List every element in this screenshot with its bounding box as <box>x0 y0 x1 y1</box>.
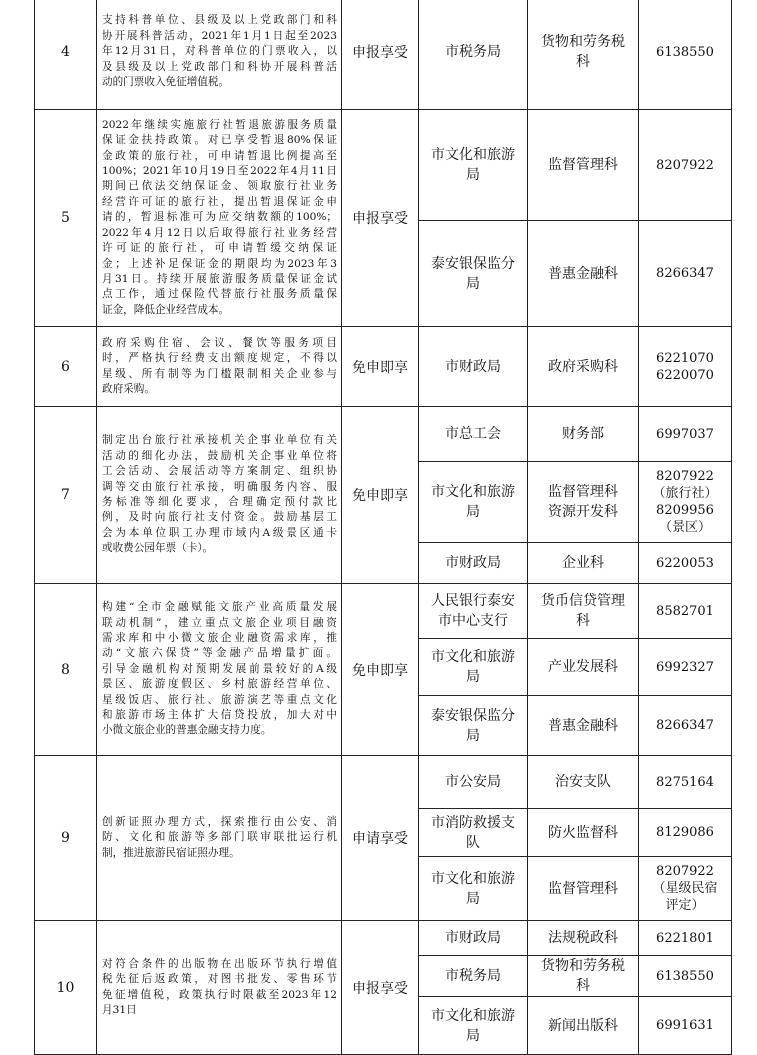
contact-phone <box>639 921 732 956</box>
phone-line: 8207922 <box>656 864 714 879</box>
desc-line: 制定出台旅行社承接机关企事业单位有关 <box>102 434 337 447</box>
dept-line: 市总工会 <box>445 426 501 442</box>
responsible-division <box>528 809 639 857</box>
responsible-division <box>528 997 639 1055</box>
desc-line: 税先征后返政策，对图书批发、零售环节 <box>102 973 337 986</box>
row-number: 9 <box>35 756 97 921</box>
desc-line: 点工作，通过保险代替旅行社服务质量保 <box>102 288 337 301</box>
phone-line: 评定） <box>665 898 705 913</box>
dept-line: 局 <box>466 1027 480 1044</box>
phone-line: 6991631 <box>656 1018 714 1033</box>
desc-line: 2022年4月12日以后取得旅行社业务经营 <box>102 226 337 239</box>
contact-phone <box>639 327 732 407</box>
responsible-department <box>419 110 528 221</box>
responsible-department <box>419 0 528 110</box>
desc-line: 协开展科普活动，2021年1月1日起至2023 <box>102 29 337 42</box>
row-number: 4 <box>35 0 97 110</box>
dept-line: 市财政局 <box>445 358 501 375</box>
responsible-department <box>419 584 528 639</box>
desc-line: 创新证照办理方式，探索推行由公安、消 <box>102 815 337 828</box>
desc-line: 务标准等细化要求，合理确定预付款比 <box>102 496 337 508</box>
policy-description <box>97 110 342 327</box>
division-line: 监督管理科 <box>548 880 618 897</box>
division-line: 政府采购科 <box>548 358 618 375</box>
contact-phone <box>639 221 732 327</box>
responsible-department <box>419 543 528 584</box>
responsible-division <box>528 639 639 696</box>
phone-line: 6220053 <box>656 555 714 571</box>
desc-line: 期间已依法交纳保证金、领取旅行社业务 <box>102 180 337 193</box>
responsible-division <box>528 407 639 462</box>
responsible-department <box>419 462 528 543</box>
dept-line: 局 <box>466 727 480 744</box>
desc-line: 动的门票收入免征增值税。 <box>102 76 230 89</box>
responsible-department <box>419 407 528 462</box>
desc-line: 经营许可证的旅行社，提出暂退保证金申 <box>102 195 337 208</box>
dept-line: 局 <box>466 890 480 907</box>
desc-line: 和旅游市场主体扩大信贷投放，加大对中 <box>102 709 337 722</box>
dept-line: 局 <box>466 504 480 520</box>
table-row <box>35 407 732 462</box>
phone-line: 6138550 <box>656 968 714 984</box>
policy-description <box>97 584 342 756</box>
responsible-department <box>419 696 528 756</box>
desc-line: 金政策的旅行社，可申请暂退比例提高至 <box>102 149 337 162</box>
desc-line: 小微文旅企业的普惠金融支持力度。 <box>102 724 272 737</box>
phone-line: 6220070 <box>656 367 714 383</box>
division-line: 企业科 <box>562 555 604 571</box>
desc-line: 动“文旅六保贷”等金融产品增量扩面。 <box>102 647 337 660</box>
table-row <box>35 110 732 221</box>
table-row <box>35 921 732 956</box>
desc-line: 活动的细化办法，鼓励机关企事业单位将 <box>102 449 337 462</box>
phone-line: （旅行社） <box>652 486 718 501</box>
responsible-division <box>528 756 639 809</box>
responsible-department <box>419 921 528 956</box>
division-line: 防火监督科 <box>548 824 618 841</box>
policy-description <box>97 756 342 921</box>
division-line: 法规税政科 <box>548 930 618 946</box>
division-line: 普惠金融科 <box>548 265 618 282</box>
phone-line: 8266347 <box>656 266 714 281</box>
contact-phone <box>639 110 732 221</box>
dept-line: 局 <box>466 669 480 685</box>
contact-phone <box>639 584 732 639</box>
table-row <box>35 327 732 407</box>
responsible-division <box>528 221 639 327</box>
division-line: 监督管理科 <box>548 484 618 500</box>
desc-line: 及县级及以上党政部门和科协开展科普活 <box>102 60 337 73</box>
responsible-department <box>419 857 528 921</box>
responsible-department <box>419 327 528 407</box>
desc-line: 或收费公园年票（卡）。 <box>102 542 214 555</box>
table-row <box>35 584 732 639</box>
dept-line: 泰安银保监分 <box>431 255 515 272</box>
desc-line: 对符合条件的出版物在出版环节执行增值 <box>102 957 337 970</box>
dept-line: 市财政局 <box>445 930 501 946</box>
contact-phone <box>639 956 732 997</box>
responsible-department <box>419 756 528 809</box>
contact-phone <box>639 997 732 1055</box>
dept-line: 市消防救援支 <box>431 814 515 831</box>
row-number: 10 <box>35 921 97 1055</box>
dept-line: 局 <box>466 275 480 292</box>
policy-description <box>97 407 342 584</box>
responsible-department <box>419 997 528 1055</box>
dept-line: 市中心支行 <box>438 613 508 629</box>
row-number: 7 <box>35 407 97 584</box>
desc-line: 请的，暂退标准可为应交纳数额的100%； <box>102 211 337 224</box>
desc-line: 景区、旅游度假区、乡村旅游经营单位、 <box>102 678 337 691</box>
desc-line: 星级、所有制等为门槛限制相关企业参与 <box>102 367 337 380</box>
responsible-department <box>419 221 528 327</box>
desc-line: 例，及时向旅行社支付资金。鼓励基层工 <box>102 511 337 524</box>
responsible-division <box>528 956 639 997</box>
row-number: 5 <box>35 110 97 327</box>
division-line: 科 <box>576 613 590 629</box>
responsible-department <box>419 956 528 997</box>
apply-mode: 申报享受 <box>342 0 419 110</box>
dept-line: 市公安局 <box>445 774 501 790</box>
dept-line: 市文化和旅游 <box>431 649 515 665</box>
desc-line: 政府采购。 <box>102 382 155 395</box>
dept-line: 市文化和旅游 <box>431 147 515 163</box>
desc-line: 支持科普单位、县级及以上党政部门和科 <box>102 14 337 27</box>
phone-line: 8207922 <box>656 469 714 484</box>
apply-mode: 免申即享 <box>342 407 419 584</box>
phone-line: 6997037 <box>656 426 714 442</box>
row-number: 6 <box>35 327 97 407</box>
division-line: 货物和劳务税 <box>541 958 625 974</box>
responsible-division <box>528 327 639 407</box>
desc-line: 免征增值税，政策执行时限截至2023年12 <box>102 988 337 1001</box>
responsible-division <box>528 696 639 756</box>
contact-phone <box>639 407 732 462</box>
responsible-division <box>528 857 639 921</box>
row-number: 8 <box>35 584 97 756</box>
contact-phone <box>639 462 732 543</box>
contact-phone <box>639 0 732 110</box>
phone-line: 8207922 <box>656 157 714 173</box>
phone-line: 8209956 <box>656 503 714 518</box>
desc-line: 时，严格执行经费支出额度规定，不得以 <box>102 352 337 365</box>
desc-line: 证金，降低企业经营成本。 <box>102 303 230 316</box>
contact-phone <box>639 639 732 696</box>
responsible-division <box>528 0 639 110</box>
contact-phone <box>639 543 732 584</box>
responsible-department <box>419 809 528 857</box>
contact-phone <box>639 696 732 756</box>
division-line: 监督管理科 <box>548 157 618 173</box>
division-line: 普惠金融科 <box>548 717 618 734</box>
dept-line: 市税务局 <box>445 44 501 60</box>
policy-description <box>97 921 342 1055</box>
division-line: 新闻出版科 <box>548 1017 618 1034</box>
contact-phone <box>639 809 732 857</box>
responsible-division <box>528 462 639 543</box>
desc-line: 月31日 <box>102 1003 137 1016</box>
desc-line: 100%；2021年10月19日至2022年4月11日 <box>102 165 337 178</box>
policy-table <box>34 0 732 1055</box>
responsible-division <box>528 584 639 639</box>
apply-mode: 申请享受 <box>342 756 419 921</box>
phone-line: （景区） <box>658 520 711 535</box>
desc-line: 构建“全市金融赋能文旅产业高质量发展 <box>102 601 337 614</box>
desc-line: 引导金融机构对预期发展前景较好的A级 <box>102 662 337 675</box>
policy-description <box>97 0 342 110</box>
division-line: 货物和劳务税 <box>541 34 625 50</box>
policy-description <box>97 327 342 407</box>
phone-line: 6992327 <box>656 659 714 675</box>
desc-line: 会为本单位职工办理市域内A级景区通卡 <box>102 526 337 539</box>
dept-line: 市文化和旅游 <box>431 484 515 500</box>
phone-line: 6138550 <box>656 44 714 60</box>
desc-line: 月31日。持续开展旅游服务质量保证金试 <box>102 272 337 285</box>
dept-line: 人民银行泰安 <box>431 593 515 609</box>
division-line: 产业发展科 <box>548 659 618 675</box>
dept-line: 市文化和旅游 <box>431 1007 515 1024</box>
division-line: 科 <box>576 978 590 994</box>
phone-line: 6221070 <box>656 350 714 366</box>
division-line: 科 <box>576 54 590 70</box>
apply-mode: 申报享受 <box>342 921 419 1055</box>
desc-line: 政府采购住宿、会议、餐饮等服务项目 <box>102 336 337 349</box>
desc-line: 星级饭店、旅行社、旅游演艺等重点文化 <box>102 693 337 706</box>
division-line: 资源开发科 <box>548 504 618 520</box>
desc-line: 保证金扶持政策。对已享受暂退80%保证 <box>102 134 337 147</box>
desc-line: 需求库和中小微文旅企业融资需求库，推 <box>102 631 337 644</box>
phone-line: 8129086 <box>656 825 714 840</box>
dept-line: 市文化和旅游 <box>431 870 515 887</box>
phone-line: 8582701 <box>656 603 714 619</box>
apply-mode: 免申即享 <box>342 327 419 407</box>
desc-line: 调等交由旅行社承接，明确服务内容、服 <box>102 480 337 493</box>
responsible-department <box>419 639 528 696</box>
table-row <box>35 756 732 809</box>
responsible-division <box>528 543 639 584</box>
table-row <box>35 0 732 110</box>
phone-line: 6221801 <box>656 930 714 946</box>
phone-line: 8266347 <box>656 718 714 733</box>
desc-line: 防、文化和旅游等多部门联审联批运行机 <box>102 831 337 844</box>
desc-line: 2022年继续实施旅行社暂退旅游服务质量 <box>102 118 337 131</box>
contact-phone <box>639 756 732 809</box>
responsible-division <box>528 921 639 956</box>
contact-phone <box>639 857 732 921</box>
desc-line: 年12月31日，对科普单位的门票收入，以 <box>102 45 337 58</box>
division-line: 财务部 <box>562 426 604 442</box>
phone-line: 8275164 <box>656 774 714 790</box>
phone-line: （星级民宿 <box>652 881 718 896</box>
dept-line: 市税务局 <box>445 968 501 984</box>
responsible-division <box>528 110 639 221</box>
desc-line: 制，推进旅游民宿证照办理。 <box>102 846 240 859</box>
policy-table-body <box>35 0 732 1055</box>
division-line: 治安支队 <box>555 774 611 790</box>
dept-line: 队 <box>466 834 480 851</box>
dept-line: 泰安银保监分 <box>431 707 515 724</box>
desc-line: 许可证的旅行社，可申请暂缓交纳保证 <box>102 242 337 255</box>
desc-line: 工会活动、会展活动等方案制定、组织协 <box>102 465 337 478</box>
apply-mode: 免申即享 <box>342 584 419 756</box>
desc-line: 金；上述补足保证金的期限均为2023年3 <box>102 257 337 270</box>
desc-line: 联动机制”，建立重点文旅企业项目融资 <box>102 616 337 629</box>
apply-mode: 申报享受 <box>342 110 419 327</box>
dept-line: 局 <box>466 167 480 183</box>
dept-line: 市财政局 <box>445 555 501 571</box>
division-line: 货币信贷管理 <box>541 593 625 609</box>
